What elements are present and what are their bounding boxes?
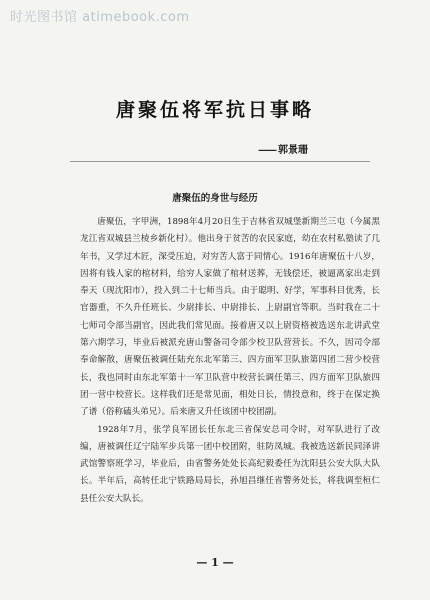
watermark-text: 时光图书馆 atimebook.com [10,10,190,25]
page-title: 唐聚伍将军抗日事略 [115,99,314,121]
header-divider [70,161,370,162]
author-name: 郭景珊 [278,145,308,156]
page-number: — 1 — [196,556,234,569]
author-byline [258,141,308,156]
paragraph: 1928年7月，张学良军团长任东北三省保安总司令时，对军队进行了改编，唐被调任辽宁陆军步兵第一团中校团附，驻防凤城。我被选送新民同泽讲武馆警察班学习，毕业后，由省警务处处长高纪毅委任为沈阳县公安大队大队长。半年后，高转任北宁铁路局局长，孙旭昌继任省警务处长，将我调至桓仁县任公安大队长。 [80,424,380,504]
section-heading: 唐聚伍的身世与经历 [172,193,258,204]
byline-dash: —— [258,145,276,156]
body-text [80,214,380,508]
paragraph: 唐聚伍，字甲洲，1898年4月20日生于吉林省双城堡新期兰三屯（今属黑龙江省双城县兰棱乡新化村）。他出身于贫苦的农民家庭，幼在农村私塾读了几年书，又学过木匠，深受压迫，对穷苦人富于同情心。1916年唐聚伍十八岁，因将有钱人家的棺材料，给穷人家做了棺材送葬，无钱偿还，被逼离家出走到奉天（现沈阳市），投入到二十七师当兵。由于聪明、好学，军事科目优秀，长官器重，不久升任班长、少尉排长、中尉排长、上尉副官等职。当时我在二十七师司令部当副官，因此我们常见面。接着唐又以上尉资格被选送东北讲武堂第六期学习，毕业后被派充唐山警备司令部少校卫队营营长。不久，因司令部奉命解散，唐聚伍被调任陆充东北军第三、四方面军卫队旅第四团二营少校营长，我也同时由东北军第十一军卫队营中校营长调任第三、四方面军卫队旅四团一营中校营长。这样我们还是常见面，相处日长，情投意和，终于在保定换了谱（俗称磕头弟兄）。后来唐又升任该团中校团副。 [80,217,380,418]
